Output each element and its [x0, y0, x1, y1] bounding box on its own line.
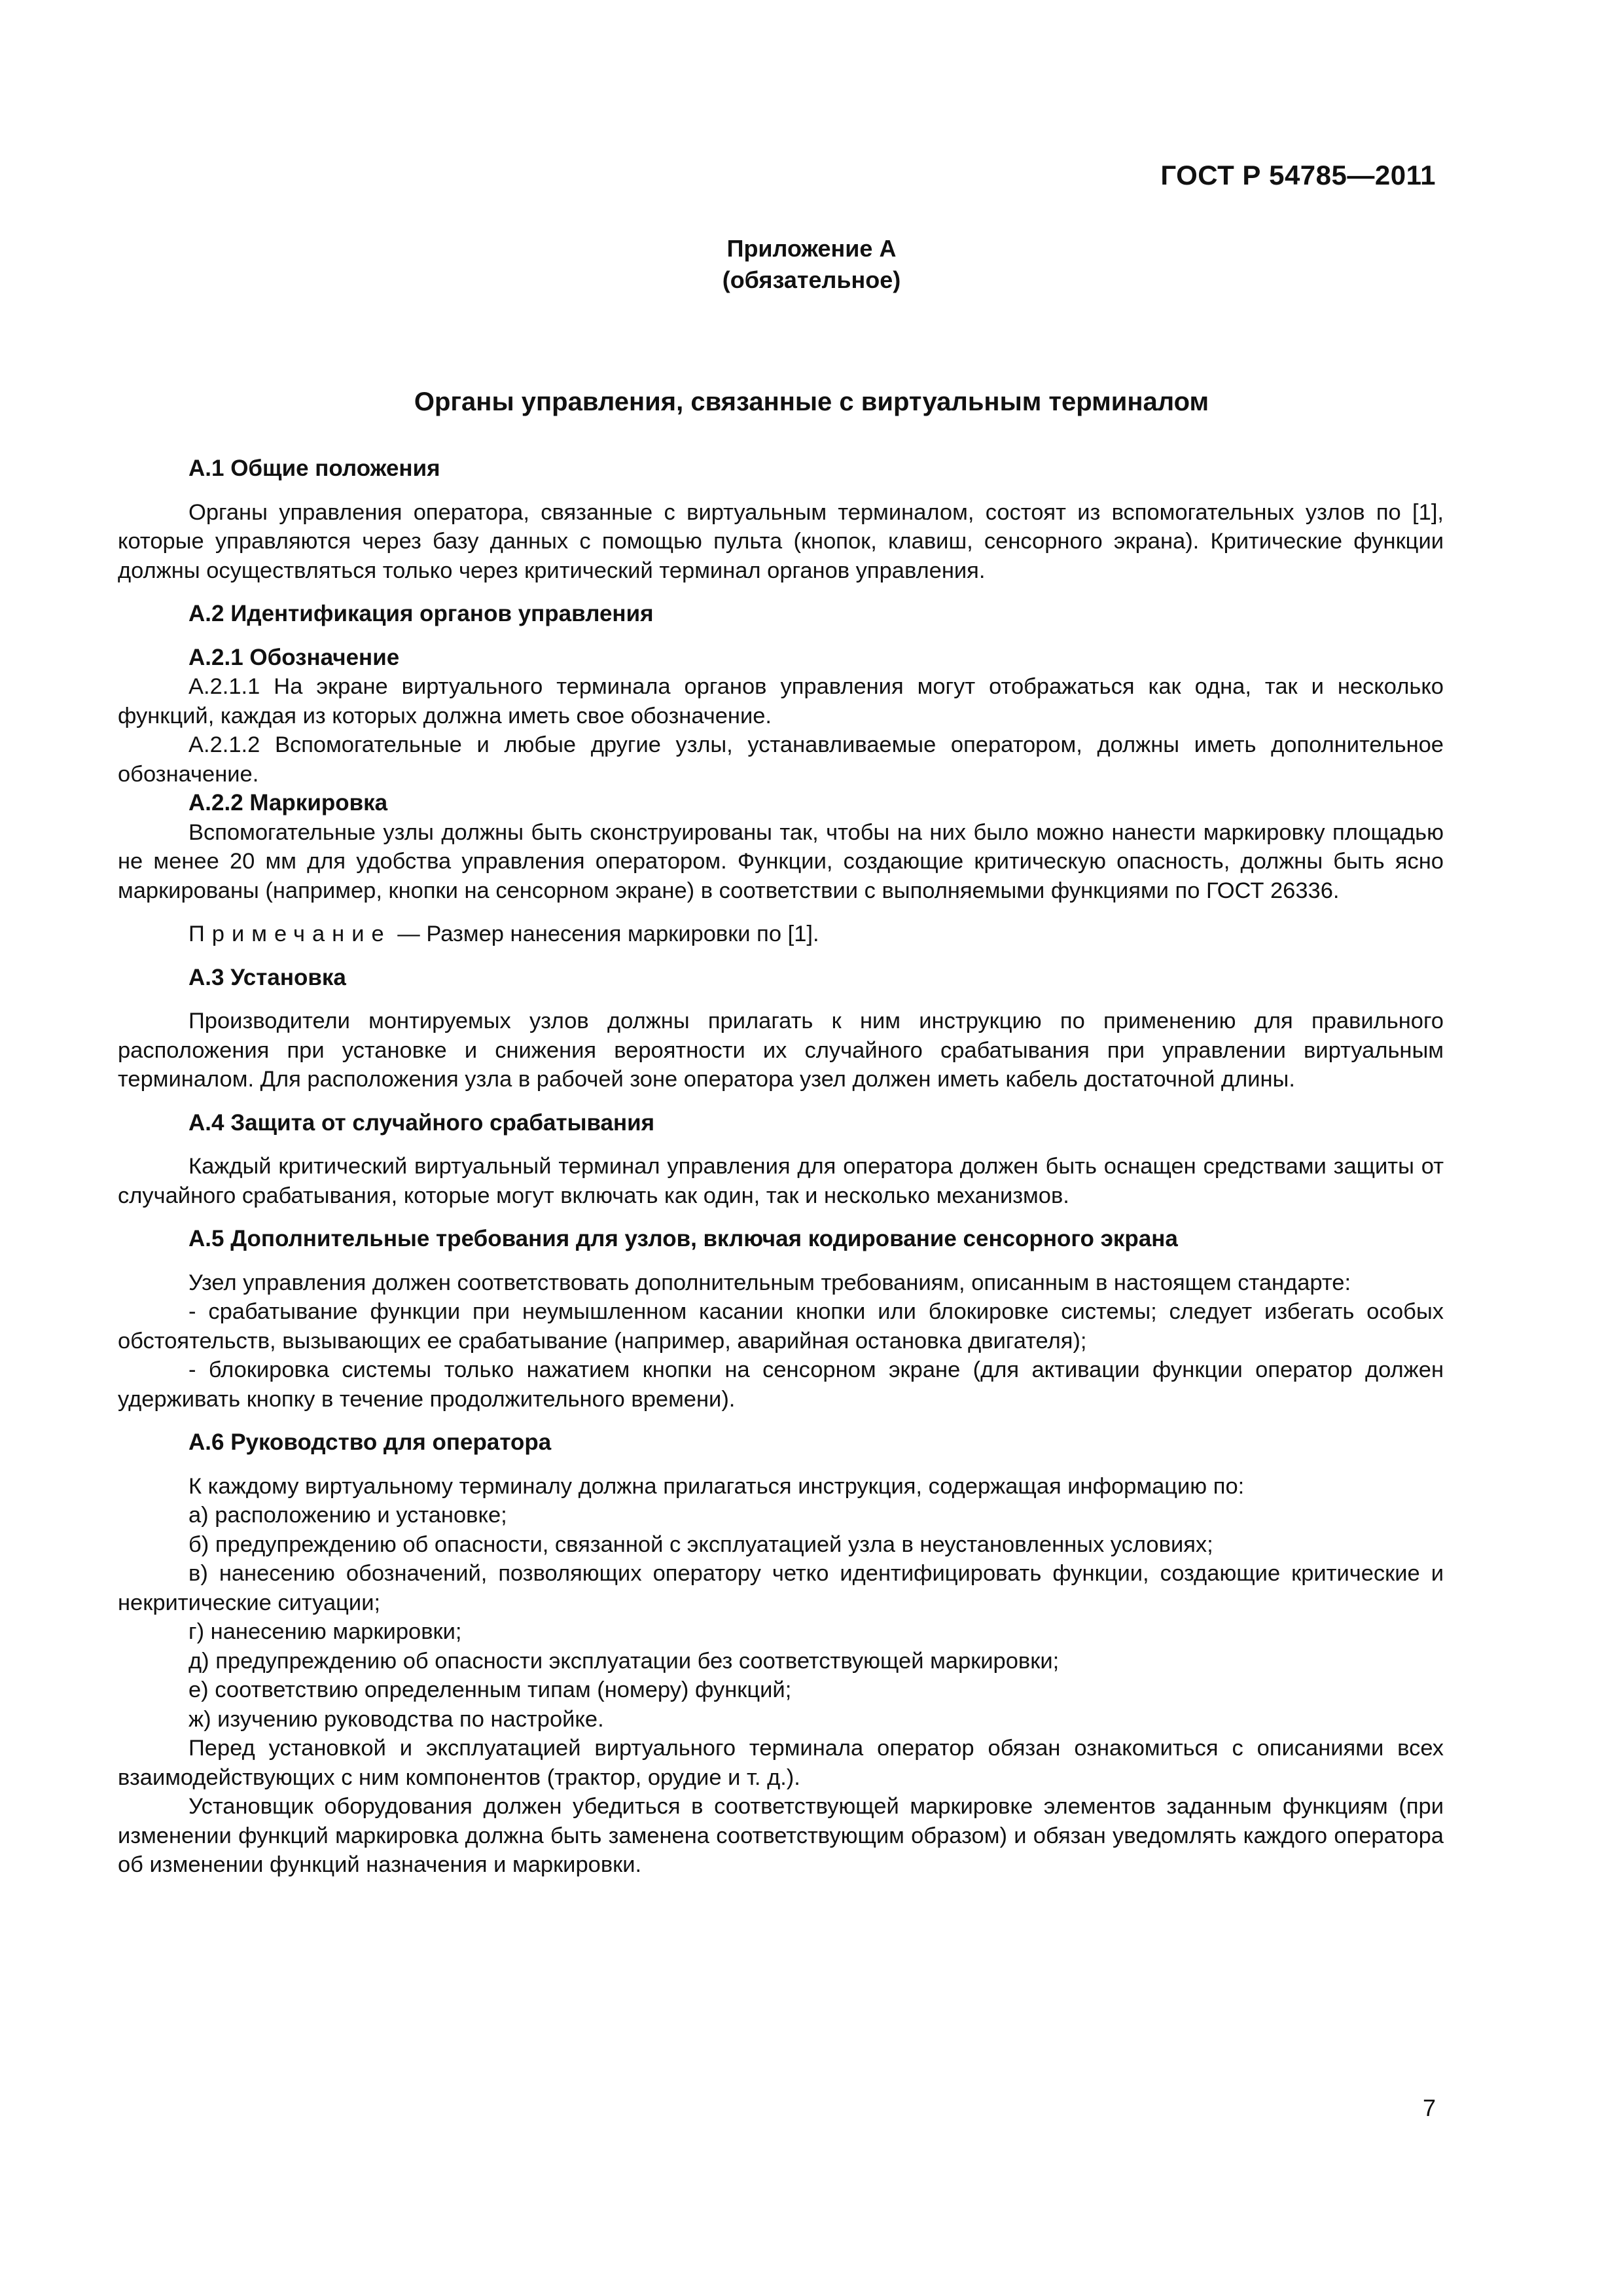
paragraph: - блокировка системы только нажатием кнопки на сенсорном экране (для активации функции оператор должен удерживать кнопку в течение продолжительного времени).: [118, 1357, 1444, 1412]
appendix-status: (обязательное): [722, 266, 901, 293]
paragraph: - срабатывание функции при неумышленном касании кнопки или блокировке системы; следует избегать особых обстоятельств, вызывающих ее срабатывание (например, аварийная остановка двигателя);: [118, 1299, 1444, 1354]
section-heading-a3: А.3 Установка: [188, 964, 346, 990]
note-label: Примечание: [188, 922, 391, 946]
page-number: 7: [1422, 2094, 1436, 2121]
paragraph: Перед установкой и эксплуатацией виртуального терминала оператор обязан ознакомиться с описаниями всех взаимодействующих с ним компонентов (трактор, орудие и т. д.).: [118, 1736, 1444, 1790]
paragraph: А.2.1.1 На экране виртуального терминала органов управления могут отображаться как одна, так и несколько функций, каждая из которых должна иметь свое обозначение.: [118, 674, 1444, 728]
list-item: д) предупреждению об опасности эксплуатации без соответствующей маркировки;: [188, 1648, 1060, 1674]
paragraph: Органы управления оператора, связанные с виртуальным терминалом, состоят из вспомогательных узлов по [1], которые управляются через базу данных с помощью пульта (кнопок, клавиш, сенсорного экрана). Критические функции должны осуществляться только через критический терминал органов управления.: [118, 499, 1444, 583]
note: [118, 920, 1444, 949]
section-heading-a5: А.5 Дополнительные требования для узлов, включая кодирование сенсорного экрана: [188, 1226, 1178, 1251]
list-item: г) нанесению маркировки;: [188, 1619, 462, 1644]
paragraph: Узел управления должен соответствовать дополнительным требованиям, описанным в настоящем стандарте:: [188, 1270, 1351, 1295]
paragraph: А.2.1.2 Вспомогательные и любые другие узлы, устанавливаемые оператором, должны иметь дополнительное обозначение.: [118, 732, 1444, 787]
section-heading-a21: А.2.1 Обозначение: [188, 644, 400, 670]
paragraph: К каждому виртуальному терминалу должна прилагаться инструкция, содержащая информацию по:: [188, 1473, 1245, 1499]
appendix-header: [0, 233, 1623, 296]
list-item: в) нанесению обозначений, позволяющих оператору четко идентифицировать функции, создающие критические и некритические ситуации;: [118, 1561, 1444, 1615]
paragraph: Производители монтируемых узлов должны прилагать к ним инструкцию по применению для правильного расположения при установке и снижения вероятности их случайного срабатывания при управлении виртуальным терминалом. Для расположения узла в рабочей зоне оператора узел должен иметь кабель достаточной длины.: [118, 1009, 1444, 1092]
section-heading-a4: А.4 Защита от случайного срабатывания: [188, 1109, 655, 1136]
standard-id: ГОСТ Р 54785—2011: [1160, 160, 1436, 190]
list-item: а) расположению и установке;: [188, 1503, 507, 1528]
section-heading-a2: А.2 Идентификация органов управления: [188, 601, 654, 626]
appendix-label: Приложение А: [726, 235, 897, 262]
paragraph: Установщик оборудования должен убедиться в соответствующей маркировке элементов заданным функциям (при изменении функций маркировка должна быть заменена соответствующим образом) и обязан уведомлять каждого оператора об изменении функций назначения и маркировки.: [118, 1794, 1444, 1877]
paragraph: Вспомогательные узлы должны быть сконструированы так, чтобы на них было можно нанести маркировку площадью не менее 20 мм для удобства управления оператором. Функции, создающие критическую опасность, должны быть ясно маркированы (например, кнопки на сенсорном экране) в соответствии с выполняемыми функциями по ГОСТ 26336.: [118, 819, 1444, 903]
page-title: Органы управления, связанные с виртуальным терминалом: [414, 387, 1209, 416]
paragraph: Каждый критический виртуальный терминал управления для оператора должен быть оснащен средствами защиты от случайного срабатывания, которые могут включать как один, так и несколько механизмов.: [118, 1154, 1444, 1208]
note-text: — Размер нанесения маркировки по [1].: [391, 922, 819, 946]
section-heading-a1: А.1 Общие положения: [188, 456, 440, 481]
list-item: б) предупреждению об опасности, связанной с эксплуатацией узла в неустановленных условиях;: [188, 1532, 1213, 1557]
document-body: [118, 454, 1444, 1880]
list-item: ж) изучению руководства по настройке.: [188, 1706, 604, 1732]
section-heading-a22: А.2.2 Маркировка: [188, 790, 388, 816]
section-heading-a6: А.6 Руководство для оператора: [188, 1429, 552, 1455]
list-item: е) соответствию определенным типам (номеру) функций;: [188, 1677, 792, 1702]
